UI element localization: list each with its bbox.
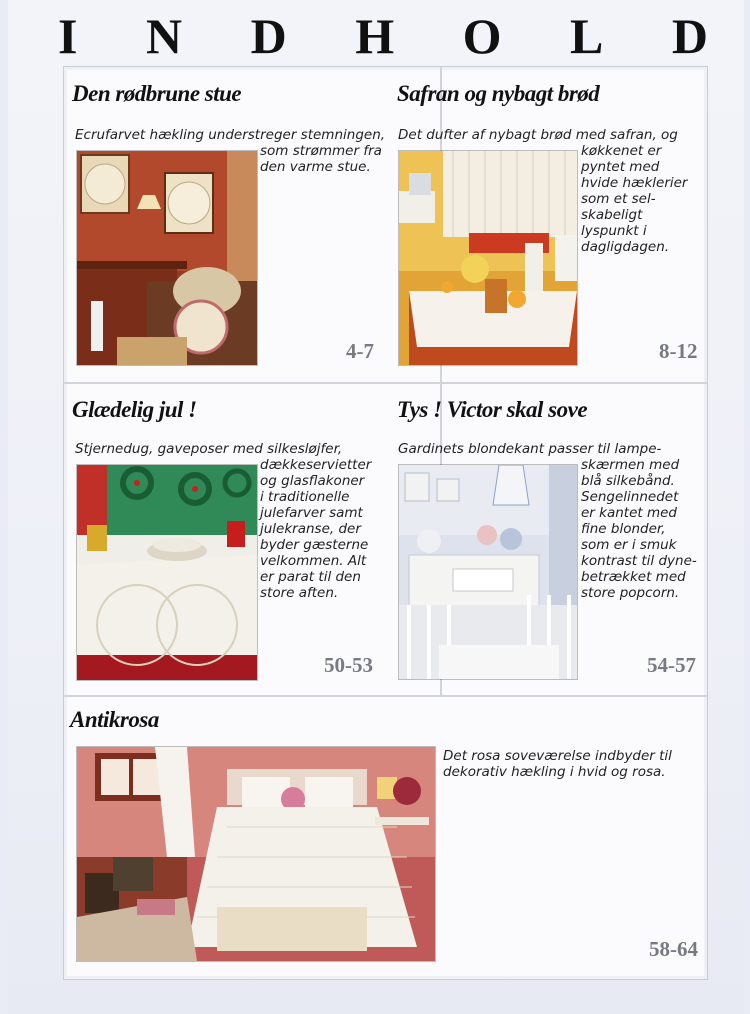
title-letter: I bbox=[58, 8, 78, 64]
description-line: Gardinets blondekant passer til lampe- bbox=[398, 441, 662, 457]
title-letter: H bbox=[355, 8, 395, 64]
description-line: store aften. bbox=[260, 585, 339, 601]
description-line: køkkenet er bbox=[581, 143, 662, 159]
article-description bbox=[75, 441, 342, 457]
living-room-photo[interactable] bbox=[77, 151, 257, 365]
description-line: den varme stue. bbox=[260, 159, 371, 175]
description-line: som er i smuk bbox=[581, 537, 677, 553]
page-range: 8-12 bbox=[659, 339, 698, 363]
article-description-wrap bbox=[260, 457, 371, 601]
article-description-wrap bbox=[581, 143, 687, 255]
description-line: fine blonder, bbox=[581, 521, 666, 537]
description-line: dagligdagen. bbox=[581, 239, 670, 255]
description-line: byder gæsterne bbox=[260, 537, 369, 553]
page-title bbox=[58, 8, 708, 64]
article-description-wrap bbox=[260, 143, 382, 175]
description-line: som et sel- bbox=[581, 191, 656, 207]
title-letter: D bbox=[250, 8, 287, 64]
christmas-table-photo[interactable] bbox=[77, 465, 257, 680]
title-letter: D bbox=[671, 8, 708, 64]
description-line: hvide hæklerier bbox=[581, 175, 688, 191]
article-description bbox=[398, 441, 661, 457]
page-range: 4-7 bbox=[346, 339, 374, 363]
article-description bbox=[398, 127, 678, 143]
row-divider bbox=[64, 695, 707, 697]
description-line: skærmen med bbox=[581, 457, 680, 473]
article-description-wrap bbox=[581, 457, 697, 601]
description-line: Det dufter af nybagt brød med safran, og bbox=[398, 127, 678, 143]
description-line: kontrast til dyne- bbox=[581, 553, 697, 569]
page-range: 50-53 bbox=[324, 653, 373, 677]
magazine-page bbox=[8, 0, 744, 1014]
description-line: store popcorn. bbox=[581, 585, 680, 601]
description-line: betrækket med bbox=[581, 569, 686, 585]
description-line: er kantet med bbox=[581, 505, 678, 521]
description-line: Stjernedug, gaveposer med silkesløjfer, bbox=[75, 441, 343, 457]
article-title[interactable]: Tys ! Victor skal sove bbox=[397, 397, 588, 422]
article-title[interactable]: Antikrosa bbox=[70, 707, 159, 732]
description-line: Ecrufarvet hækling understreger stemningen, bbox=[75, 127, 386, 143]
description-line: og glasflakoner bbox=[260, 473, 365, 489]
nursery-photo[interactable] bbox=[399, 465, 577, 679]
page-range: 54-57 bbox=[647, 653, 696, 677]
description-line: velkommen. Alt bbox=[260, 553, 367, 569]
description-line: i traditionelle bbox=[260, 489, 350, 505]
bedroom-photo[interactable] bbox=[77, 747, 435, 961]
description-line: julekranse, der bbox=[260, 521, 361, 537]
article-title[interactable]: Glædelig jul ! bbox=[72, 397, 197, 422]
kitchen-photo[interactable] bbox=[399, 151, 577, 365]
description-line: Det rosa soveværelse indbyder til bbox=[443, 748, 672, 764]
description-line: lyspunkt i bbox=[581, 223, 647, 239]
article-title[interactable]: Safran og nybagt brød bbox=[397, 81, 600, 106]
description-line: julefarver samt bbox=[260, 505, 363, 521]
description-line: pyntet med bbox=[581, 159, 660, 175]
article-title[interactable]: Den rødbrune stue bbox=[72, 81, 242, 106]
page-range: 58-64 bbox=[649, 937, 698, 961]
title-letter: O bbox=[462, 8, 502, 64]
title-letter: N bbox=[145, 8, 183, 64]
article-description bbox=[75, 127, 385, 143]
description-line: er parat til den bbox=[260, 569, 361, 585]
title-letter: L bbox=[570, 8, 604, 64]
row-divider bbox=[64, 382, 707, 384]
contents-grid bbox=[63, 66, 708, 980]
description-line: skabeligt bbox=[581, 207, 643, 223]
description-line: blå silkebånd. bbox=[581, 473, 675, 489]
article-description bbox=[443, 748, 672, 780]
description-line: som strømmer fra bbox=[260, 143, 382, 159]
description-line: Sengelinnedet bbox=[581, 489, 679, 505]
description-line: dækkeservietter bbox=[260, 457, 372, 473]
description-line: dekorativ hækling i hvid og rosa. bbox=[443, 764, 666, 780]
